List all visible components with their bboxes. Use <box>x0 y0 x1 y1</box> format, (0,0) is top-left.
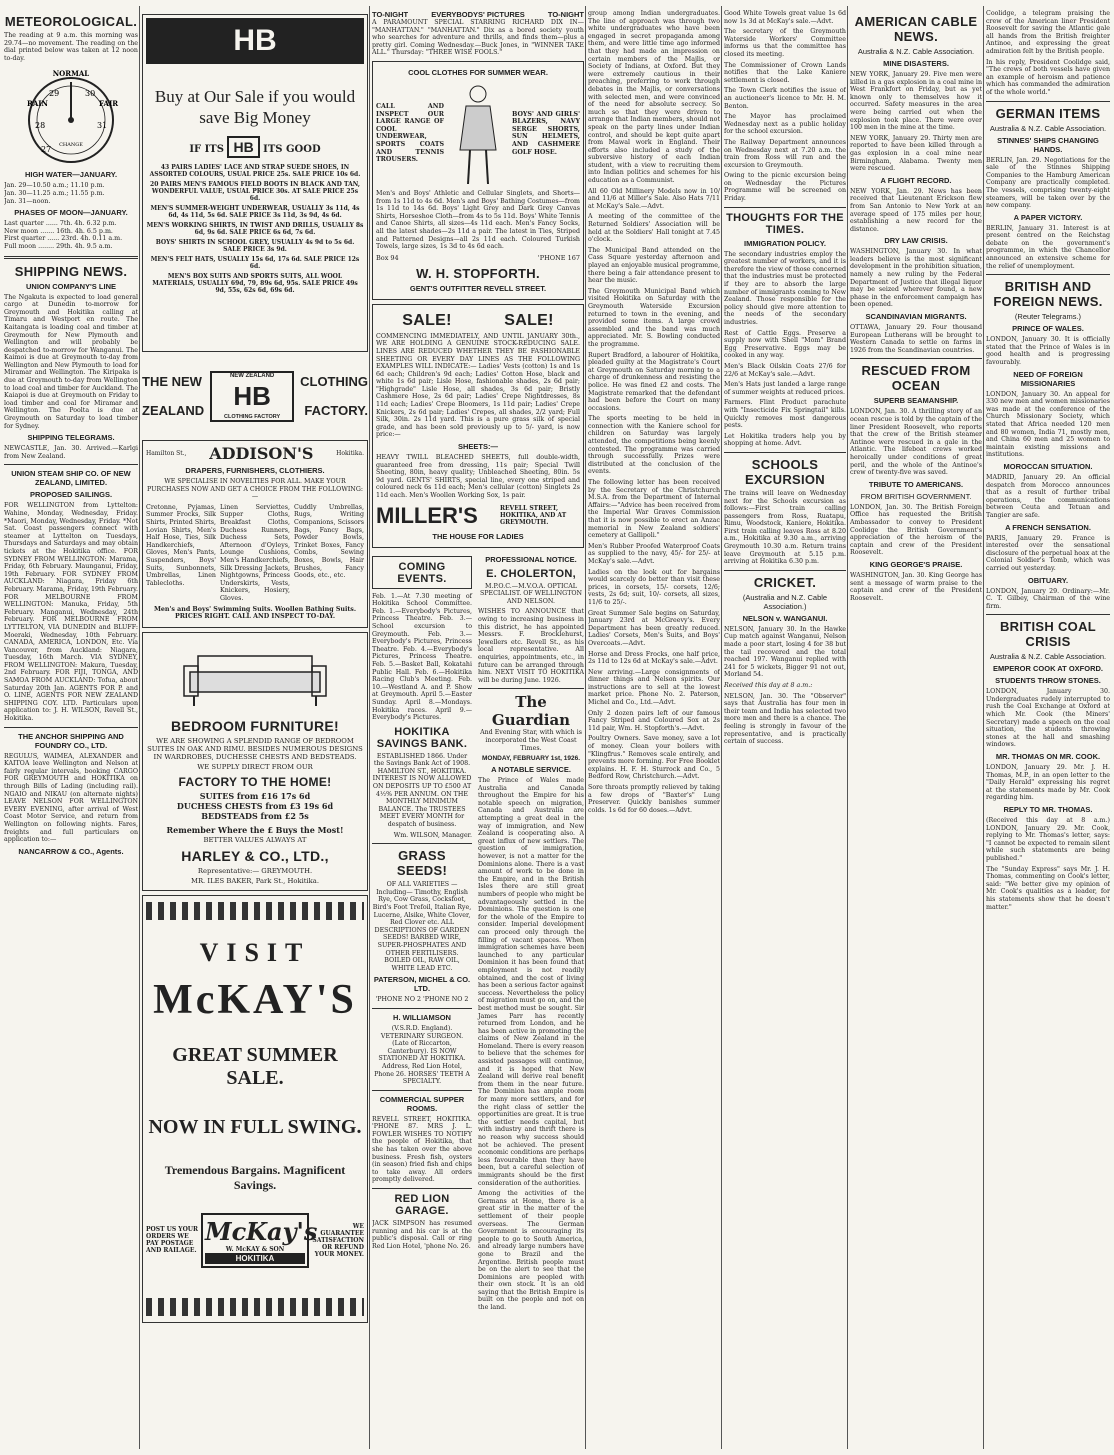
news-paragraph: The following letter has been received by the Secretary of the Christchurch M.S.A. from the Department of Internal Affairs:—"Advice has been received from the Imperial War Graves Commission that it is now possible to erect an Anzac memorial in New Zealand soldiers' cemetery at Gallipoli." <box>588 479 720 540</box>
column-rule <box>983 6 984 1449</box>
union-heading: UNION COMPANY'S LINE <box>26 281 116 291</box>
anchor-agent: NANCARROW & CO., Agents. <box>18 846 124 856</box>
grass-text: OF ALL VARIETIES —Including— Timothy, English Rye, Cow Grass, Cocksfoot, Bird's Foot Trefoil, Italian Rye, Lucerne, Alsike, White Clover, Red Clover etc. ALL DESCRIPTIONS OF GARDEN SEEDS! BARBED WIRE, SUPER-PHOSPHATES AND OTHER FERTILISERS. BOILED OIL, RAW OIL, WHITE LEAD ETC. <box>372 881 472 972</box>
paper-heading: A PAPER VICTORY. <box>1013 212 1083 222</box>
news-paragraph: Sore throats promptly relieved by taking a few drops of "Baxter's" Lung Preserver. Quickly banishes summer colds. 1s 6d for 60 doses.—Advt. <box>588 784 720 814</box>
professional-notice: PROFESSIONAL NOTICE. <box>485 554 577 564</box>
tremendous-text: Tremendous Bargains. Magnificent Savings. <box>164 1162 346 1192</box>
redlion-heading: RED LION GARAGE. <box>394 1193 450 1218</box>
paterson-name: PATERSON, MICHEL & CO. LTD. <box>373 975 471 994</box>
column-rule <box>721 6 722 1449</box>
king-heading: KING GEORGE'S PRAISE. <box>869 559 963 569</box>
british-sub: (Reuter Telegrams.) <box>1014 312 1082 322</box>
issue-date: MONDAY, FEBRUARY 1st, 1926. <box>481 755 580 763</box>
phone-number: 'PHONE 167 <box>537 253 580 262</box>
furniture-illustration <box>180 642 330 712</box>
hb-slogan <box>146 136 364 158</box>
box-number: Box 94 <box>376 253 399 262</box>
guardian-column <box>478 552 584 1315</box>
coal-heading: BRITISH COAL CRISIS <box>999 619 1097 650</box>
reply-heading: REPLY TO MR. THOMAS. <box>1003 805 1093 814</box>
column-5 <box>724 10 846 1450</box>
column-rule <box>585 6 586 1449</box>
checker-border <box>146 902 364 920</box>
news-paragraph: Men's Rubber Proofed Waterproof Coats as supplied to the navy, 45/- for 25/- at McKay's sale.—Advt. <box>588 542 720 565</box>
millers-sub: THE HOUSE FOR LADIES <box>432 531 524 541</box>
sunday-text: The "Sunday Express" says Mr. J. H. Thomas, commenting on Cook's letter, said: "We better give my opinion of Mr. Cook's qualities as a leader, for his statements show that he doesn't matter." <box>986 865 1110 911</box>
cricket-text-2: NELSON, Jan. 30. The "Observer" says that Australia has four men in their team and India has selected two more men and there is a chance. The feeling is strongly in favour of the representative, and is practically certain of success. <box>724 692 846 746</box>
news-paragraph: In his reply, President Coolidge said, "The crews of both vessels have given an example of heroism and patience which has commanded the admiration of the whole world." <box>986 58 1110 96</box>
rescued-text: LONDON, Jan. 30. A thrilling story of an ocean rescue is told by the captain of the liner President Roosevelt, who reports that the crew of the British steamer Antinoe were rescued in a gale in the Atlantic. The lifeboat crews worked heroically under conditions of great peril, and the whole of the Antinoe's crew of twenty-five was saved. <box>850 408 982 477</box>
sailings-text: FOR WELLINGTON from Lyttelton: Wahine, Monday, Wednesday, Friday. *Maori, Monday, Wednesday, Friday. *Not Sat. Coast passengers connect with steamer at Lyttelton on Tuesdays, Thursdays and Saturdays and may obtain tickets at the Hokitika office. FOR SYDNEY FROM WELLINGTON: Marama, Friday, 6th February. Maunganui, Friday, 19th February. FOR SYDNEY FROM AUCKLAND: Niagara, Friday 6th February. Marama, Friday, 19th February. FOR MELBOURNE FROM WELLINGTON: Manuka, Friday, 5th February. Manganui, Wednesday, 24th February. FOR MELBOURNE FROM LYTTELTON, VIA DUNEDIN and BLUFF: Moeraki, Wednesday, 10th February. CANADA, AMERICA, LONDON, Etc. Via Vancouver, from Auckland: Niagara, Tuesday, 16th March. VIA SYDNEY, FROM WELLINGTON: Makura, Tuesday, 2nd February. FOR FIJI, TONGA, AND SAMOA FROM AUCKLAND: Tofua, about Saturday 20th Jan. AGENTS FOR P. and O. LINE, AGENTS FOR NEW ZEALAND SHIPPING COY. LTD. Particulars upon application to: J. H. WILSON, Revell St., Hokitika. <box>4 502 138 723</box>
news-paragraph: Men's Black Oilskin Coats 27/6 for 22/6 at McKay's sale.—Advt. <box>724 362 846 378</box>
students-heading: STUDENTS THROW STONES. <box>995 676 1101 686</box>
zealand-text: ZEALAND <box>142 403 205 418</box>
addison-advert <box>142 440 368 628</box>
british-heading: BRITISH AND FOREIGN NEWS. <box>993 279 1103 310</box>
boys-list: BOYS' AND GIRLS' BLAZERS, NAVY SERGE SHORTS, SUN HELMETS, AND CASHMERE GOLF HOSE. <box>512 110 580 156</box>
hb-banner <box>146 18 364 64</box>
tribute-sub: FROM BRITISH GOVERNMENT. <box>860 491 972 501</box>
thoughts-sub: IMMIGRATION POLICY. <box>744 238 826 248</box>
news-paragraph: Let Hokitika traders help you by shopping at home. Advt. <box>724 432 846 448</box>
coal-sub: Australia & N.Z. Cable Association. <box>989 652 1107 662</box>
optical-sub: M.P.O.C.—M.V.O.A. OPTICAL SPECIALIST. OF WELLINGTON AND NELSON. <box>479 582 583 605</box>
commercial-heading: COMMERCIAL SUPPER ROOMS. <box>379 1094 465 1113</box>
prince-heading: PRINCE OF WALES. <box>1012 324 1084 334</box>
column-7 <box>986 10 1110 1450</box>
news-paragraph: Farmers. Flint Product parachute with "Insecticide Fix Springtail" kills. Quickly removes most dangerous pests. <box>724 399 846 430</box>
price-bedsteads: BEDSTEADS from £2 5s <box>201 810 309 821</box>
telegrams-text: NEWCASTLE, Jan. 30. Arrived.—Karlgi from New Zealand. <box>4 445 138 460</box>
addison-list: Cuddly Umbrellas, Rugs, Writing Companions, Scissors Bags, Fancy Bags, Powder Bowls, Trinket Boxes, Fancy Combs, Sewing Boxes, Bowls, Hair Brushes, Fancy Goods, etc., etc. <box>294 503 364 580</box>
dry-text: WASHINGTON, January 30. In what leaders believe is the most significant development in the prohibition situation, namely a new ruling by the Federal Department of Justice that illegal liquor may be seized wherever found, a new phase in the enforcement campaign has been opened. <box>850 248 982 309</box>
news-paragraph: The secretary of the Greymouth Waterside Workers' Committee informs us that the committee has closed its meeting. <box>724 28 846 58</box>
thoughts-text: The secondary industries employ the greatest number of workers, and it is therefore the view of those concerned that the industries must be protected if they are to absorb the large number of immigrants coming to New Zealand. Those responsible for the policy should give more attention to the needs of the secondary industries. <box>724 250 846 326</box>
sale-left: SALE! <box>402 311 452 329</box>
hb-factory-logo: HB <box>233 380 271 411</box>
bedroom-text: WE ARE SHOWING A SPLENDID RANGE OF BEDROOM SUITES IN OAK AND RIMU. BESIDES NUMEROUS DESIGNS IN WARDROBES, DUCHESSE CHESTS AND BEDSTEADS. <box>147 736 363 761</box>
column-4 <box>588 10 720 1450</box>
direct-text: WE SUPPLY DIRECT FROM OUR <box>197 762 313 771</box>
millers-address: REVELL STREET, HOKITIKA, AND AT GREYMOUTH. <box>500 505 567 527</box>
mckays-advert <box>142 895 368 1323</box>
dial-number: 29 <box>49 89 60 99</box>
dial-number: 31 <box>97 121 108 131</box>
news-paragraph: Horse and Dress Frocks, one half price, 2s 11d to 12s 6d at McKay's sale.—Advt. <box>588 650 720 666</box>
sale-item: 43 PAIRS LADIES' LACE AND STRAP SUEDE SHOES, IN ASSORTED COLOURS, USUAL PRICE 25s. SALE PRICE 10s 6d. <box>149 164 361 178</box>
sale-item: MEN'S WORKING SHIRTS, IN TWIST AND DRILLS, USUALLY 8s 6d, 9s 6d. SALE PRICE 6s 6d, 7s 6d. <box>146 222 364 236</box>
column-2 <box>142 10 368 1450</box>
grass-heading: GRASS SEEDS! <box>396 848 448 879</box>
savings-text: ESTABLISHED 1866. Under the Savings Bank Act of 1908. HAMILTON ST., HOKITIKA. INTEREST IS NOW ALLOWED ON DEPOSITS UP TO £500 AT 4½% PER ANNUM. ON THE MONTHLY MINIMUM BALANCE. The TRUSTEES MEET EVERY MONTH for despatch of business. <box>372 752 472 829</box>
great-sale: GREAT SUMMER SALE. <box>172 1043 338 1089</box>
dry-heading: DRY LAW CRISIS. <box>884 236 948 246</box>
news-paragraph: A meeting of the committee of the Returned Soldiers' Association will be held at the Soldiers' Hall tonight at 7.45 o'clock. <box>588 213 720 244</box>
dial-number: 27 <box>41 145 52 155</box>
hb-factory-advert <box>142 356 368 436</box>
sale-item: BOYS' SHIRTS IN SCHOOL GREY, USUALLY 4s 9d to 5s 6d. SALE PRICE 3s 9d. <box>155 239 355 253</box>
remember-text: Remember Where the £ Buys the Most! <box>166 824 344 835</box>
moroccan-text: MADRID, January 29. An official despatch from Morocco announces that as a result of further tribal operations, the communications between Ceuta and Tetuan and Tangier are safe. <box>986 473 1110 519</box>
coming-events-heading: COMING EVENTS. <box>397 560 447 585</box>
call-list: CALL AND INSPECT OUR LARGE RANGE OF COOL UNDERWEAR, SPORTS COATS AND TENNIS TROUSERS. <box>376 103 444 164</box>
meteorological-heading: METEOROLOGICAL. <box>4 14 138 29</box>
news-paragraph: Good White Towels great value 1s 6d now 1s 3d at McKay's sale.—Advt. <box>724 10 846 25</box>
news-paragraph: group among Indian undergraduates. The line of approach was through two white undergraduates who have been engaged in secret propaganda among them, and were little time ago informed that they had made an impression on certain members of the Majlis, or Society of Indians, at Oxford. But they were extremely cautious in their preaching, preferring to work through debates in the Majlis, or conversations with selected men, and were convinced of the need for absolute secrecy. So much so that they were driven to arrange that Indian members, should not speak on the party lines under Indian control, and should be kept quite apart from Mawal work in England. Their efforts also included a study of the subversive history of each Indian student, with a view to recruiting them into Indian politics and schemes for his education as a Communist. <box>588 10 720 185</box>
anchor-text: REGULUS, WAIMEA, ALEXANDER and KAITOA leave Wellington and Nelson at fairly regular intervals, booking CARGO FOR GREYMOUTH and HOKITIKA on through Bills of Lading (including rail). NGAIO and NIKAU (on alternate nights) LEAVE NELSON FOR WELLINGTON EVERY EVENING, after arrival of West Coast Motor Service, and return from Wellington on following nights. Fares, freights and full particulars on application to:— <box>4 752 138 844</box>
coal-text: LONDON, January 30. Undergraduates rudely interrupted to rush the Coal Exchange at Oxford at which Mr. Cook (the Miners' Secretary) made a speech on the coal situation, the students throwing stones at the hall and smashing windows. <box>986 688 1110 749</box>
cricket-match: NELSON v. WANGANUI. <box>742 613 828 623</box>
optical-text: WISHES TO ANNOUNCE that owing to increasing business in this district, he has appointed Messrs. F. Brocklehurst, Jewellers etc. Revell St., as his local representative. All enquiries, appointments, etc., in future can be arranged through him. NEXT VISIT TO HOKITIKA will be during June. 1926. <box>478 608 584 684</box>
news-paragraph: Rupert Bradford, a labourer of Hokitika, pleaded guilty at the Magistrate's Court at Greymouth on Saturday morning to a charge of drunkenness and resisting the police. He was fined £2 and costs. The Magistrate remarked that the defendant had been before the Court on many occasions. <box>588 351 720 412</box>
mckays-logo: McKay's <box>205 1216 318 1246</box>
guarantee: WE GUARANTEE SATISFACTION OR REFUND YOUR MONEY. <box>312 1222 364 1258</box>
mine-text: NEW YORK, January 29. Five men were killed in a gas explosion in a coal mine in West Frankfort on Friday, but as yet known only to themselves how it occurred. Safety measures in the area were being carried out when the explosion took place. There were over 100 men in the mine at the time. <box>850 71 982 132</box>
mr-thomas-text: LONDON, January 29. Mr. J. H. Thomas, M.P., in an open letter to the "Daily Herald" expressing his regret at the statements made by Mr. Cook regarding him. <box>986 764 1110 802</box>
obituary-heading: OBITUARY. <box>1027 575 1069 585</box>
stinnes-heading: STINNES' SHIPS CHANGING HANDS. <box>997 135 1099 154</box>
addison-list: Cretonne, Pyjamas, Summer Frocks, Silk Shirts, Printed Shirts, Lovian Shirts, Men's Half Hose, Ties, Silk Handkerchiefs, Gloves, Men's Pants, Suspenders, Boys' Suits, Sunbonnets, Umbrellas, Linen Tablecloths. <box>146 503 216 587</box>
column-rule <box>139 6 140 1449</box>
news-paragraph: Great Summer Sale begins on Saturday, January 23rd at McGreevy's. Every Department has been greatly reduced. Ladies' Corsets, Men's Suits, and Boys' Overcoats.—Advt. <box>588 609 720 647</box>
pictures-header <box>372 10 584 19</box>
news-paragraph: The Municipal Band attended on the Cass Square yesterday afternoon and played an enjoyable musical programme, there being a fair attendance present to hear the music. <box>588 246 720 285</box>
mr-thomas-heading: MR. THOMAS ON MR. COOK. <box>995 752 1101 762</box>
tide-heading: HIGH WATER—JANUARY. <box>24 170 118 180</box>
now-swing: NOW IN FULL SWING. <box>148 1115 362 1138</box>
paper-text: BERLIN, January 31. Interest is at present centred on the Reichstag debate on the government's programme, in which the Chancellor announced an extensive scheme for the relief of unemployment. <box>986 224 1110 270</box>
harley-rep: MR. ILES BAKER, Park St., Hokitika. <box>190 876 320 885</box>
sale-item: MEN'S BOX SUITS AND SPORTS SUITS, ALL WOOL MATERIALS, USUALLY 69d, 79, 89s 6d, 95s. SALE PRICE 49s 9d, 55s, 62s 6d, 69s 6d. <box>152 273 358 294</box>
sale-item: MEN'S FELT HATS, USUALLY 15s 6d, 17s 6d. SALE PRICE 12s 6d. <box>150 256 360 270</box>
sheets-text: HEAVY TWILL BLEACHED SHEETS, full double-width, guaranteed free from dressing, 11s pair; Special Twill Sheeting, 80in, heavy quality; Unbleached Sheeting, 80in. 5s 9d yard. GENTS' SHIRTS, special line, every one striped and coloured neck 6s 11d each; Men's cellular (cotton) Singlets 2s 11d each. Men's Woollen Working Sox, 1s pair. <box>376 454 580 499</box>
visit-text: VISIT <box>199 937 311 967</box>
addison-town: Hokitika. <box>336 450 364 457</box>
column-3 <box>372 10 584 1450</box>
stopforth-text: Men's and Boys' Athletic and Cellular Singlets, and Shorts—from 1s 11d to 4s 6d. Men's and Boys' Bathing Costumes—from 1s 11d to 14s 6d. Boys' Light Grey and Dark Grey Canvas Shirts, Horseshoe Cloth—from 4s to 5s 11d. Boys' White Tennis and Canoe Shirts, all sizes—4s 11d each. Men's Fancy Socks, all the latest shades—2s 11d a pair. The latest in Ties, Striped and Patterned Designs—all 2s 11d each. Coloured Turkish Towels, large sizes, 1s 3d to 4s 6d each. <box>376 189 580 251</box>
coming-events-column <box>372 552 472 1315</box>
addison-foot: Men's and Boys' Swimming Suits. Woollen Bathing Suits. PRICES RIGHT. CALL AND INSPECT TO-DAY. <box>153 605 357 621</box>
bedroom-heading: BEDROOM FURNITURE! <box>171 717 339 734</box>
news-paragraph: The Town Clerk notifies the issue of an auctioneer's licence to Mr. H. M. Benton. <box>724 87 846 110</box>
missions-heading: NEED OF FOREIGN MISSIONARIES <box>1013 369 1083 388</box>
checker-border <box>146 1298 364 1316</box>
harley-sub: Representative:— GREYMOUTH. <box>197 866 313 875</box>
sheets-heading: SHEETS:— <box>457 442 498 452</box>
factory-text: FACTORY. <box>304 403 368 418</box>
guardian-masthead: The Guardian <box>491 693 571 730</box>
mckays-logo-sub: W. McKAY & SON <box>225 1245 285 1253</box>
news-paragraph: Rest of Cattle Eggs. Preserve a supply now with Shell "Mom" Brand Egg Preservative. Eggs may be cooked in any way. <box>724 329 846 360</box>
williamson-text: (V.S.R.D. England). VETERINARY SURGEON. (Late of Riccarton, Canterbury). IS NOW STATIONED AT HOKITIKA. Address, Red Lion Hotel, Phone 26. HORSES' TEETH A SPECIALTY. <box>374 1024 470 1086</box>
dial-label-normal: NORMAL <box>52 69 90 79</box>
barometer-dial <box>13 66 129 166</box>
moon-row: New moon ....... 16th. 4h. 6.5 p.m. <box>4 227 113 235</box>
union-text: The Ngakuta is expected to load general cargo at Dunedin to-morrow for Greymouth and Hokitika calling at Timaru and Westport en route. The Kaitangata is loading coal and timber at Greymouth for New Plymouth and Wellington and will probably be despatched to-morrow for Wanganui. The Kaimoi is due at Greymouth to-day from Wellington and New Plymouth to load for Miramar and Wellington. The Kiripaka is due at Greymouth to-day from Wellington to load coal and timber for Auckland. The Kaiapoi is due at Greymouth on Friday to load timber and coal for Miramar and Wellington. The Poolta is due at Greymouth on Saturday to load timber for Sydney. <box>4 293 138 430</box>
news-paragraph: New arriving.—Large consignments of dinner things and Nelson spirits. Our instructions are to sell at the lowest market price. Phone No. 2. Paterson, Michel and Co., Ltd.—Advt. <box>588 668 720 707</box>
flight-text: NEW YORK, Jan. 29. News has been received that Lieutenant Erickson flew from San Antonio to New York at an average speed of 175 miles per hour, establishing a new record for the distance. <box>850 187 982 233</box>
hb-sale-advert <box>142 14 368 352</box>
tide-row: Jan. 30—11.25 a.m.; 11.55 p.m. <box>4 189 105 197</box>
french-text: PARIS, January 29. France is interested over the sensational disclosure of the perpetual hoax at the Colonial Soldier's Tomb, which was carried out yesterday. <box>986 534 1110 572</box>
news-paragraph: All 60 Old Millinery Models now in 10/ and 11/6 at Miller's Sale. Also Hats 7/11 at McKay's Sale.—Advt. <box>588 187 720 210</box>
post-orders: POST US YOUR ORDERS WE PAY POSTAGE AND RAILAGE. <box>146 1226 199 1255</box>
addison-list: Linen Serviettes, Supper Cloths, Breakfast Cloths, Duchess Runners, Duchess Sets, Afternoon d'Oyleys, Lounge Cushions, Men's Handkerchiefs, Silk Dressing Jackets, Nightgowns, Princess Underskirts, Vests, Knickers, Hosiery, Gloves. <box>220 503 290 602</box>
figure-illustration <box>448 80 508 190</box>
anchor-heading: THE ANCHOR SHIPPING AND FOUNDRY CO., LTD. <box>18 731 124 750</box>
news-paragraph: The Mayor has proclaimed Wednesday next as a public holiday for the school excursion. <box>724 113 846 136</box>
cool-heading: COOL CLOTHES FOR SUMMER WEAR. <box>408 67 548 77</box>
shipping-heading: SHIPPING NEWS. <box>14 263 128 279</box>
dial-label-change: CHANGE <box>59 142 83 149</box>
cricket-heading: CRICKET. <box>753 574 817 590</box>
schools-text: The trains will leave on Wednesday next for the Schools excursion as follows:—First train calling passengers from Ross, Ruatapu, Rimu, Woodstock, Kaniere, Hokitika. First train calling leaves Ross at 8.20 a.m., Hokitika at 9.30 a.m., arriving Greymouth 10.30 a.m. Return trains leave Greymouth at 5.15 p.m. arriving at Hokitika 6.30 p.m. <box>724 489 846 566</box>
rescued-sub: SUPERB SEAMANSHIP. <box>873 396 959 406</box>
moon-row: Full moon ........ 29th. 4h. 9.5 a.m. <box>4 242 113 250</box>
telegrams-heading: SHIPPING TELEGRAMS. <box>27 433 115 443</box>
scand-text: OTTAWA, January 29. Four thousand European Lutherans will be brought to Western Canada to settle on farms in 1926 from the Scandinavian countries. <box>850 324 982 354</box>
mckays-logo-town: HOKITIKA <box>205 1253 305 1264</box>
tide-row: Jan. 29—10.50 a.m.; 11.10 p.m. <box>4 182 105 190</box>
meteorological-text: The reading at 9 a.m. this morning was 29.74—no movement. The reading on the dial printed below was taken at 12 noon to-day. <box>4 32 138 62</box>
addison-sub: DRAPERS, FURNISHERS, CLOTHIERS. <box>185 466 325 475</box>
hb-logo: HB <box>227 136 259 158</box>
schools-heading: SCHOOLS EXCURSION <box>745 456 825 487</box>
column-rule <box>847 6 848 1449</box>
clothing-text: CLOTHING <box>300 374 368 389</box>
dial-number: 30 <box>85 89 96 99</box>
german-sub: Australia & N.Z. Cable Association. <box>989 123 1107 133</box>
slogan-good: ITS GOOD <box>263 144 321 155</box>
addison-text: WE SPECIALISE IN NOVELTIES FOR ALL. MAKE YOUR PURCHASES NOW AND GET A CHOICE FROM THE FOLLOWING:— <box>147 478 363 501</box>
pictures-text: A PARAMOUNT SPECIAL STARRING RICHARD DIX IN— "MANHATTAN." "MANHATTAN." Dix as a bored society youth who searches for adventure and thrills, and finds them—plus a pretty girl. Coming Wednesday.—Buck Jones, in "WINNER TAKE ALL." Thursday: "THREE WISE FOOLS." <box>372 19 584 57</box>
harley-name: HARLEY & CO., LTD., <box>181 847 329 864</box>
millers-name: MILLER'S <box>376 502 478 528</box>
proposed-heading: PROPOSED SAILINGS. <box>29 490 113 500</box>
reply-text: (Received this day at 8 a.m.) LONDON, January 29. Mr. Cook, replying to Mr. Thomas's letter, says: "I cannot be expected to remain silent while such statements are being published." <box>986 817 1110 862</box>
dial-label-rain: RAIN <box>27 99 48 109</box>
millers-advert <box>372 304 584 548</box>
tonight-right: TO-NIGHT <box>547 10 584 19</box>
paterson-phone: 'PHONE NO 2 'PHONE NO 2 <box>375 996 469 1004</box>
addison-title: ADDISON'S <box>209 444 314 463</box>
stopforth-name: W. H. STOPFORTH. <box>416 265 540 281</box>
king-text: WASHINGTON, Jan. 30. King George has sent a message of warm praise to the captain and crew of the President Roosevelt. <box>850 571 982 602</box>
sale-headline: Buy at Our Sale if you would save Big Money <box>154 87 356 127</box>
savings-heading: HOKITIKA SAVINGS BANK. <box>376 725 468 750</box>
the-new-text: THE NEW <box>142 374 202 389</box>
dial-label-fair: FAIR <box>99 99 119 109</box>
stinnes-text: BERLIN, Jan. 29. Negotiations for the sale of the Stinnes Shipping Companies to the Hamburg American Company are practically completed. The vessels, comprising twenty-eight steamers, will be taken over by the new company. <box>986 156 1110 210</box>
thoughts-heading: THOUGHTS FOR THE TIMES. <box>726 211 844 236</box>
missions-text: LONDON, January 30. An appeal for 330 new men and women missionaries was made at the conference of the Church Missionary Society, which stated that Africa needed 120 men and 80 women, India 71, mostly men, and China 60 men and 25 women to maintain existing missions and institutions. <box>986 390 1110 459</box>
column-1 <box>4 10 138 859</box>
stopforth-sub: GENT'S OUTFITTER REVELL STREET. <box>409 283 547 293</box>
sale-right: SALE! <box>504 311 554 329</box>
news-paragraph: Coolidge, a telegram praising the crew of the American liner President Roosevelt for saving the Atlantic gale all hands from the British freighter Antinoe, and expressing the great admiration felt by the British people. <box>986 10 1110 55</box>
addison-street: Hamilton St., <box>146 450 187 457</box>
german-heading: GERMAN ITEMS <box>995 105 1101 121</box>
rescued-heading: RESCUED FROM OCEAN <box>861 363 971 394</box>
news-paragraph: Only 2 dozen pairs left of our famous Fancy Striped and Coloured Sox at 2s 11d pair, Wm. H. Stopforth's.—Advt. <box>588 709 720 732</box>
factory-home: FACTORY TO THE HOME! <box>178 774 332 789</box>
cricket-sub: (Australia and N.Z. Cable Association.) <box>742 592 828 611</box>
stopforth-advert <box>372 61 584 300</box>
coming-events-text: Feb. 1.—At 7.30 meeting of Hokitika School Committee. Feb. 1.—Everybody's Pictures, Princess Theatre. Feb. 3.—School excursion to Greymouth. Feb. 3.—Everybody's Pictures, Princess Theatre. Feb. 4.—Everybody's Pictures, Princess Theatre. Feb. 5.—Basket Ball, Kokatahi Public Hall. Feb. 6.—Hokitika Racing Club's Meeting. Feb. 10.—Westland A. and P. Show at Greymouth. April 5.—Easter Sunday. April 8.—Mondays. Hokitika races. April 9.—Everybody's Pictures. <box>372 592 472 722</box>
emperor-heading: EMPEROR COOK AT OXFORD. <box>992 664 1103 674</box>
tonight-center: EVERYBODYS' PICTURES <box>431 10 525 19</box>
cholerton-name: E. CHOLERTON, <box>486 567 576 580</box>
news-paragraph: The Greymouth Municipal Band which visited Hokitika on Saturday with the Greymouth Waterside Excursion returned to town in the evening, and provided some items. A large crowd assembled and the band was much appreciated. Mr. S. Bowling conducted the programme. <box>588 287 720 348</box>
sale-text: COMMENCING IMMEDIATELY, AND UNTIL JANUARY 30th., WE ARE HOLDING A GENUINE STOCK-REDUCING SALE. LINES ARE REDUCED WHETHER THEY BE FASHIONABLE SHEETING OR EVERY DAY LINES AS THE FOLLOWING EXAMPLES WILL INDICATE:— Ladies' Vests (cotton) 1s and 1s 6d each; Children's 9d each; Ladies' Cotton Hose, black and white 1s 6d pair; Lisle Hose, fashionable shades, 2s 6d pair; "Highgrade" Lisle Hose, all shades, 3s 6d pair; Bristly Cashmere Hose, 2s 6d pair; Ladies' Crepe Nightdresses, 8s 11d each; Ladies' Crepe Bloomers, 1s 11d pair; Ladies' Crepe Knickers, 2s 6d pair; Ladies' Crepes, all shades, 2/2 yard; Full Silk, 30in. 2s 11d yard. This is a pure grass silk of special grade, and has been sold previously up to 5/- yard, is now price:— <box>376 332 580 439</box>
price-suites: SUITES from £16 17s 6d <box>199 790 311 801</box>
news-paragraph: Ladies on the look out for bargains would scarcely do better than visit these prices, in corsets, 15/- corsets, 12/6; vests, 2s 6d; suit, 10/- corsets, all sizes, 11/6 to 25/-. <box>588 568 720 606</box>
flight-heading: A FLIGHT RECORD. <box>880 175 952 185</box>
better-text: BETTER VALUES ALWAYS AT <box>203 835 307 844</box>
cable-sub: Australia & N.Z. Cable Association. <box>857 47 975 56</box>
cricket-text: NELSON, January 30. In the Hawke Cup match against Wanganui, Nelson made a poor start, losing 4 for 38 but the tail recovered and the total reached 197. Wanganui replied with 241 for 5 wickets, Bigger 91 not out, Morland 54. <box>724 625 846 679</box>
savings-manager: Wm. WILSON, Manager. <box>393 831 472 839</box>
sale-item: 20 PAIRS MEN'S FAMOUS FIELD BOOTS IN BLACK AND TAN, WONDERFUL VALUE, USUAL PRICE 30s. AT SALE PRICE 25s 6d. <box>150 181 360 202</box>
tribute-text: LONDON, Jan. 30. The British Foreign Office has requested the British Ambassador to convey to President Coolidge the British Government's appreciation of the heroism of the captain and crew of the President Roosevelt. <box>850 503 982 557</box>
tribute-heading: TRIBUTE TO AMERICANS. <box>868 479 964 489</box>
guardian-sub: And Evening Star, with which is incorporated the West Coast Times. <box>480 729 582 752</box>
editorial-text: The Prince of Wales made Australia and Canada throughout the Empire for his notable speech on migration, Canada and Australia are attempting a great deal in the way of immigration, and New Zealand is cooperating also. A great influx of new settlers. The question of immigration, however, is not a matter for the Dominions alone. There is a vast amount of work to be done in the Empire, and in the British Isles there are still great numbers of people who might be advantageously settled in the Dominions. The question is one for the whole of the Empire to consider. Imperial development can proceed only through the filling of vacant spaces. When immigration schemes have been launched to any particular Dominion it has been found that employment is not readily obtained, and the cost of living has been a serious factor against success. Nevertheless the policy of migration must go on, and the best method must be sought. Sir James Parr has recently returned from London, and he has been active in promoting the claims of New Zealand in the Homeland. There is every reason to believe that the schemes for assisted passages will continue, and it is hoped that New Zealand will derive real benefit from them in the near future. The Dominion has ample room for many more settlers, and for the right class of settler the opportunities are great. It is true the settler needs capital, but with industry and thrift there is no reason why success should not be achieved. The present economic conditions are perhaps less favourable than they have been, but a careful selection of immigrants should be the first consideration of the authorities. <box>478 777 584 1187</box>
redlion-text: JACK SIMPSON has resumed running and his car is at the public's disposal. Call or ring Red Lion Hotel, 'phone No. 26. <box>372 1220 472 1250</box>
cricket-received: Received this day at 8 a.m.: <box>724 682 813 689</box>
price-duchess: DUCHESS CHESTS from £3 19s 6d <box>176 800 334 811</box>
tonight-left: TO-NIGHT <box>372 10 409 19</box>
obituary-text: LONDON, January 29. Ordinary:—Mr. C. T. Gilbey, Chairman of the wine firm. <box>986 587 1110 610</box>
uss-heading: UNION STEAM SHIP CO. OF NEW ZEALAND, LIMITED. <box>11 469 131 488</box>
news-paragraph: The Railway Department announces on Wednesday next at 7.20 a.m. the train from Ross will run and the excursion to Greymouth. <box>724 138 846 169</box>
news-paragraph: The sports meeting to be held in connection with the Kaniere school for children on Saturday was largely attended, the competitions being keenly contested. The programme was carried through successfully. Prizes were distributed at the conclusion of the events. <box>588 415 720 476</box>
moon-row: Last quarter ...... 7th. 4h. 6.32 p.m. <box>4 220 117 228</box>
dial-number: 28 <box>35 121 46 131</box>
news-paragraph: Poultry Owners. Save money, save a lot of money. Clean your boilers with "Klingfrus." Removes scale entirely, and prevents more forming. For Free Booklet explains. H. F. H. Sturrock and Co., 5 Bedford Row, Christchurch.—Advt. <box>588 735 720 781</box>
nz-band: NEW ZEALAND <box>229 372 275 379</box>
williamson-name: H. WILLIAMSON <box>393 1012 451 1022</box>
column-rule <box>369 6 370 1449</box>
mckays-title: McKAY'S <box>153 976 357 1023</box>
slogan-if: IF ITS <box>189 144 224 155</box>
news-paragraph: The Commissioner of Crown Lands notifies that the Lake Kaniere settlement is closed. <box>724 61 846 84</box>
prince-text: LONDON, January 30. It is officially stated that the Prince of Wales is in good health and is progressing favourably. <box>986 336 1110 367</box>
news-paragraph: Owing to the picnic excursion being on Wednesday the Pictures Programme will be screened on Friday. <box>724 172 846 203</box>
column-6 <box>850 10 982 1450</box>
mine-heading: MINE DISASTERS. <box>883 59 949 68</box>
cable-heading: AMERICAN CABLE NEWS. <box>854 14 978 44</box>
factory-band: CLOTHING FACTORY <box>223 413 281 420</box>
french-heading: A FRENCH SENSATION. <box>1005 522 1091 532</box>
editorial-text-2: Among the activities of the Germans at Home, there is a great stir in the matter of the settlement of their people overseas. The German Government is encouraging its people to go to South America, and already large numbers have gone to Brazil and the Argentine. British people must be on the alert to see that the Dominions are peopled with their own stock. It is an old saying that the British Empire is built on the people and not on the land. <box>478 1190 584 1312</box>
hb-banner-text: HB <box>233 24 277 57</box>
news-paragraph: Men's Hats just landed a large range of summer weights at reduced prices. <box>724 381 846 396</box>
moroccan-heading: MOROCCAN SITUATION. <box>1003 461 1093 471</box>
sale-item: MEN'S SUMMER-WEIGHT UNDERWEAR, USUALLY 3s 11d, 4s 6d, 4s 11d, 5s 6d. SALE PRICE 3s 11d, 3s 9d, 4s 6d. <box>150 205 360 219</box>
mine-text-2: NEW YORK, January 29. Thirty men are reported to have been killed through a gas explosion in a coal mine near Birmingham, Alabama. Twenty men were rescued. <box>850 134 982 173</box>
harley-advert <box>142 632 368 891</box>
scand-heading: SCANDINAVIAN MIGRANTS. <box>865 312 967 322</box>
editorial-heading: A NOTABLE SERVICE. <box>491 765 571 775</box>
tide-row: Jan. 31—noon. <box>4 197 51 205</box>
commercial-text: REVELL STREET, HOKITIKA. 'PHONE 87. MRS J. L. FOWLER WISHES TO NOTIFY the people of Hokitika, that she has taken over the above business. Fresh fish, oysters (in season) fried fish and chips to take away. All orders promptly delivered. <box>372 1115 472 1184</box>
moon-row: First quarter ...... 23rd. 4h. 0.11 a.m. <box>4 235 123 243</box>
moon-heading: PHASES OF MOON—JANUARY. <box>14 208 128 218</box>
